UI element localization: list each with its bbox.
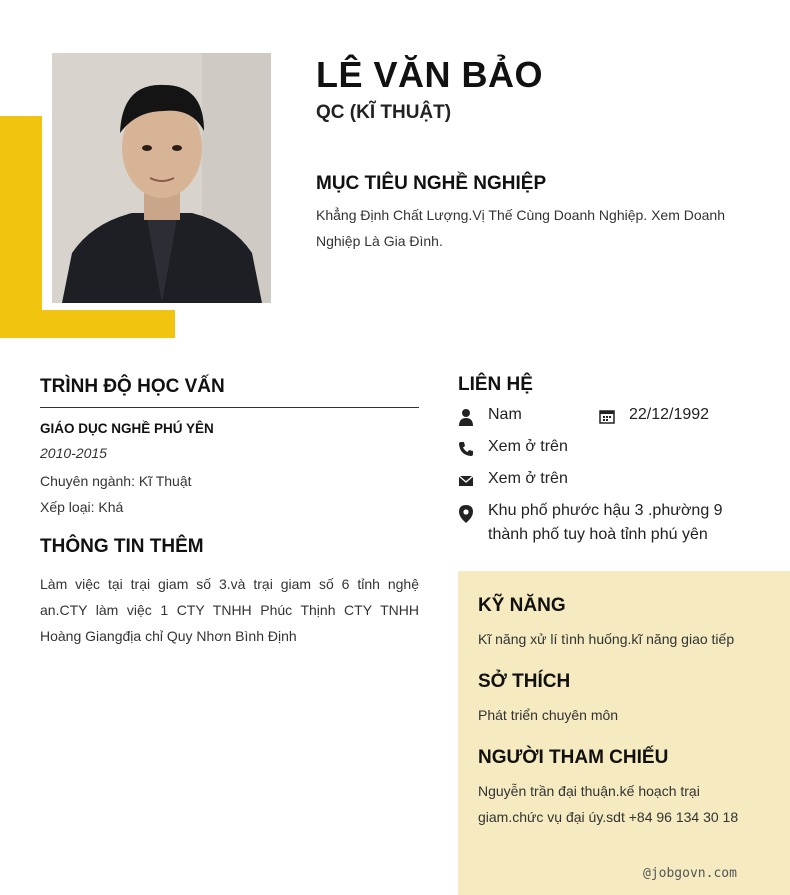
more-info-title: THÔNG TIN THÊM [40, 536, 204, 557]
education-rank: Xếp loại: Khá [40, 499, 124, 515]
hobbies-title: SỞ THÍCH [478, 671, 571, 692]
person-icon [458, 408, 474, 424]
references-title: NGƯỜI THAM CHIẾU [478, 747, 669, 768]
side-panel [458, 571, 790, 895]
candidate-name: LÊ VĂN BẢO [316, 54, 544, 95]
more-info-text: Làm việc tại trại giam số 3.và trại giam số 6 tỉnh nghệ an.CTY làm việc 1 CTY TNHH Phúc Thịnh CTY TNHH Hoàng Giangđịa chỉ Quy Nhơn Bình Định [40, 576, 419, 644]
education-title: TRÌNH ĐỘ HỌC VẤN [40, 376, 225, 397]
contact-birthday: 22/12/1992 [629, 406, 710, 423]
skills-text: Kĩ năng xử lí tình huống.kĩ năng giao tiếp [478, 631, 735, 647]
education-major: Chuyên ngành: Kĩ Thuật [40, 473, 192, 489]
contact-gender: Nam [488, 406, 522, 423]
contact-phone[interactable]: Xem ở trên [488, 438, 568, 455]
phone-icon [458, 441, 474, 457]
references-text: Nguyễn trần đại thuận.kế hoạch trại giam.chức vụ đại úy.sdt +84 96 134 30 18 [478, 783, 739, 825]
watermark: @jobgovn.com [643, 866, 737, 881]
candidate-role: QC (KĨ THUẬT) [316, 102, 452, 123]
email-icon [458, 474, 474, 490]
calendar-icon [599, 408, 615, 424]
skills-title: KỸ NĂNG [478, 595, 566, 616]
contact-title: LIÊN HỆ [458, 374, 533, 395]
objective-title: MỤC TIÊU NGHỀ NGHIỆP [316, 173, 547, 194]
contact-address-line2: thành phố tuy hoà tỉnh phú yên [488, 526, 708, 543]
objective-text: Khẳng Định Chất Lượng.Vị Thế Cùng Doanh Nghiệp. Xem Doanh Nghiệp Là Gia Đình. [316, 207, 725, 249]
education-school: GIÁO DỤC NGHỀ PHÚ YÊN [40, 421, 214, 436]
education-divider [40, 407, 419, 408]
profile-photo [52, 53, 271, 303]
hobbies-text: Phát triển chuyên môn [478, 707, 619, 723]
education-years: 2010-2015 [40, 445, 107, 461]
contact-address-line1: Khu phố phước hậu 3 .phường 9 [488, 502, 723, 519]
location-pin-icon [458, 504, 474, 520]
contact-email[interactable]: Xem ở trên [488, 470, 568, 487]
